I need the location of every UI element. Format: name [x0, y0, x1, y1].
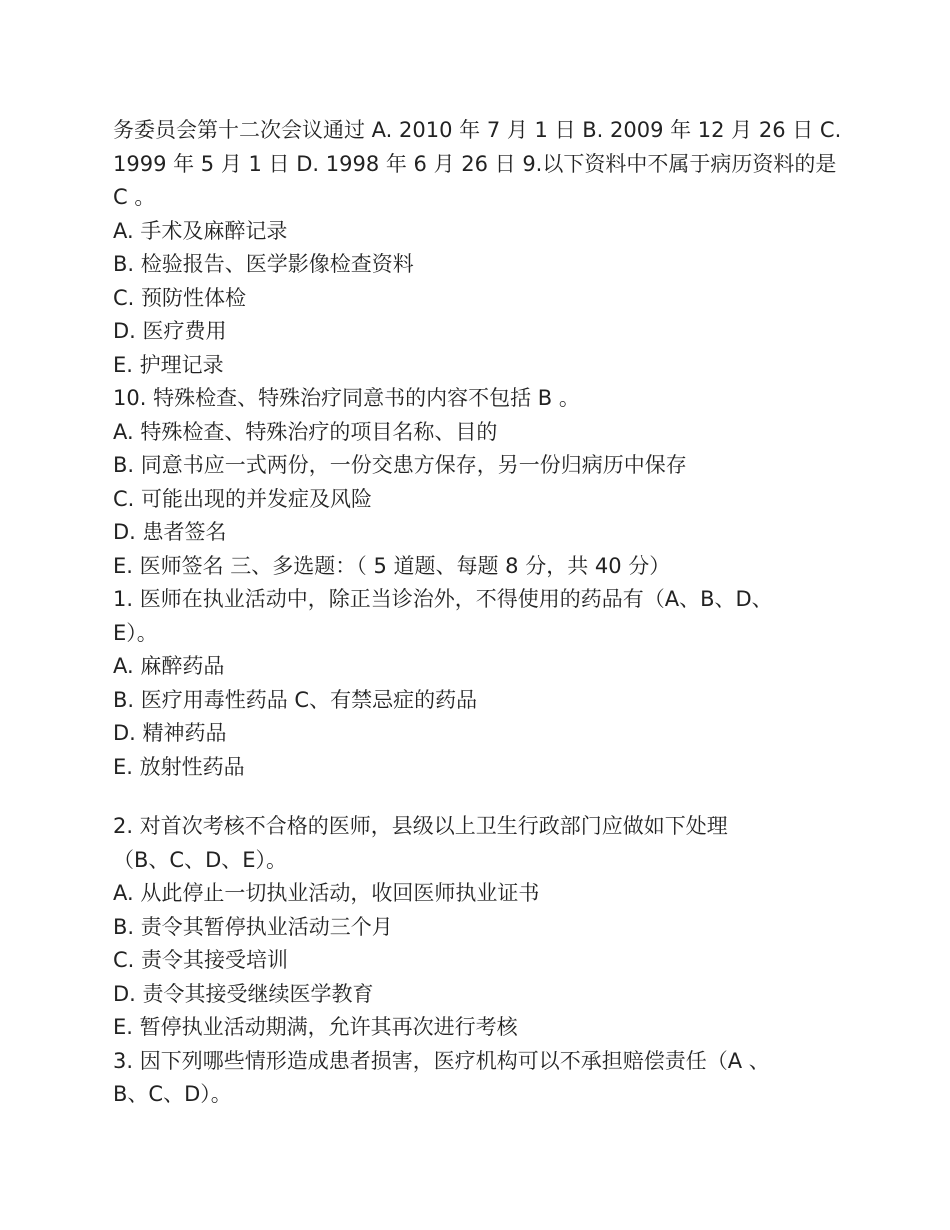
option-line: B. 检验报告、医学影像检查资料: [113, 252, 414, 276]
option-line: C. 可能出现的并发症及风险: [113, 486, 373, 511]
option-line: A. 手术及麻醉记录: [113, 218, 288, 243]
option-line: B. 医疗用毒性药品 C、有禁忌症的药品: [113, 687, 478, 712]
option-line: D. 患者签名: [113, 520, 227, 544]
option-line: D. 责令其接受继续医学教育: [113, 981, 374, 1006]
question-line: 10. 特殊检查、特殊治疗同意书的内容不包括 B 。: [113, 386, 580, 410]
paragraph-gap: [113, 784, 843, 810]
section-heading-line: E. 医师签名 三、多选题：（ 5 道题、每题 8 分，共 40 分）: [113, 553, 671, 578]
option-line: B. 责令其暂停执业活动三个月: [113, 914, 393, 939]
option-line: A. 麻醉药品: [113, 654, 225, 678]
option-line: E. 暂停执业活动期满，允许其再次进行考核: [113, 1015, 518, 1039]
question-line: 1. 医师在执业活动中，除正当诊治外，不得使用的药品有（A、B、D、: [113, 587, 773, 611]
option-line: A. 从此停止一切执业活动，收回医师执业证书: [113, 881, 540, 905]
question-line: E）。: [113, 620, 158, 645]
text-line: 务委员会第十二次会议通过 A. 2010 年 7 月 1 日 B. 2009 年 12 月 26 日 C.: [113, 118, 842, 142]
question-line: （B、C、D、E）。: [113, 847, 288, 872]
text-line: 1999 年 5 月 1 日 D. 1998 年 6 月 26 日 9.以下资料中不属于病历资料的是: [113, 151, 837, 176]
document-page: [113, 114, 843, 1112]
option-line: D. 医疗费用: [113, 319, 227, 343]
option-line: C. 预防性体检: [113, 285, 247, 310]
option-line: E. 护理记录: [113, 352, 224, 377]
option-line: D. 精神药品: [113, 721, 227, 745]
option-line: C. 责令其接受培训: [113, 948, 289, 972]
option-line: A. 特殊检查、特殊治疗的项目名称、目的: [113, 419, 498, 444]
question-line: 3. 因下列哪些情形造成患者损害，医疗机构可以不承担赔偿责任（A 、: [113, 1048, 770, 1073]
question-line: 2. 对首次考核不合格的医师，县级以上卫生行政部门应做如下处理: [113, 814, 728, 838]
option-line: E. 放射性药品: [113, 754, 245, 779]
text-line: C 。: [113, 185, 156, 209]
question-line: B、C、D）。: [113, 1082, 232, 1106]
option-line: B. 同意书应一式两份，一份交患方保存，另一份归病历中保存: [113, 453, 687, 477]
